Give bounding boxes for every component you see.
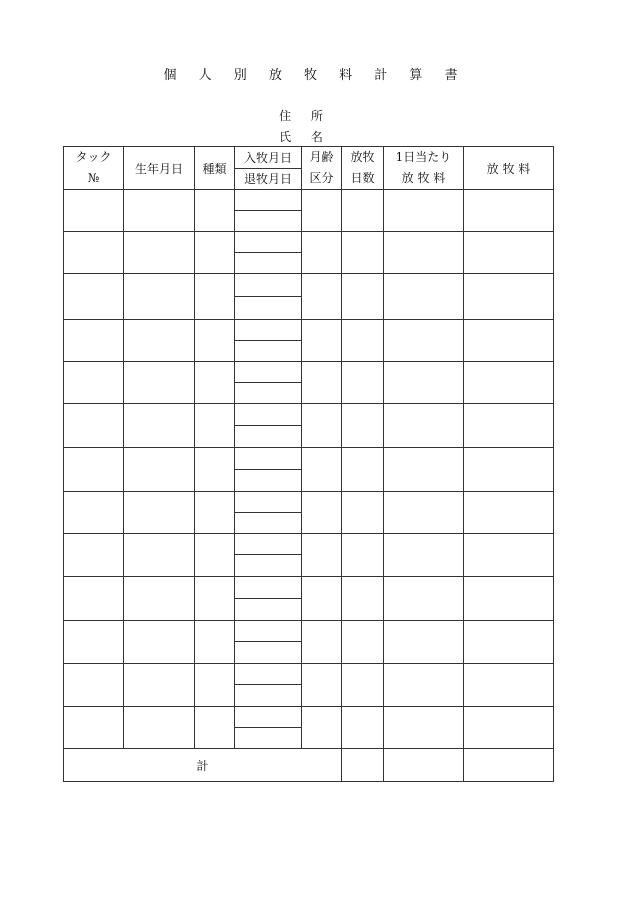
cell-entry-date[interactable] xyxy=(235,274,302,297)
cell-grazing-fee[interactable] xyxy=(464,404,554,448)
table-row xyxy=(64,404,554,426)
cell-type[interactable] xyxy=(195,362,235,404)
cell-days[interactable] xyxy=(342,232,384,274)
cell-entry-date[interactable] xyxy=(235,362,302,383)
cell-grazing-fee[interactable] xyxy=(464,190,554,232)
table-row xyxy=(64,664,554,685)
table-row xyxy=(64,534,554,555)
cell-tag-no[interactable] xyxy=(64,320,124,362)
cell-type[interactable] xyxy=(195,577,235,621)
cell-entry-date[interactable] xyxy=(235,577,302,599)
cell-birth-date[interactable] xyxy=(124,404,195,448)
cell-birth-date[interactable] xyxy=(124,448,195,492)
cell-total-grazing-fee[interactable] xyxy=(464,749,554,782)
cell-type[interactable] xyxy=(195,190,235,232)
cell-entry-date[interactable] xyxy=(235,320,302,341)
cell-grazing-fee[interactable] xyxy=(464,232,554,274)
table-row xyxy=(64,621,554,642)
cell-grazing-fee[interactable] xyxy=(464,492,554,534)
cell-total-days[interactable] xyxy=(342,749,384,782)
cell-type[interactable] xyxy=(195,320,235,362)
table-row xyxy=(64,274,554,297)
cell-tag-no[interactable] xyxy=(64,621,124,664)
cell-daily-fee[interactable] xyxy=(384,621,464,664)
header-tag-no-top: タック xyxy=(75,150,112,164)
cell-entry-date[interactable] xyxy=(235,492,302,513)
cell-entry-date[interactable] xyxy=(235,664,302,685)
cell-age[interactable] xyxy=(302,621,342,664)
header-days-bottom: 日数 xyxy=(350,171,375,185)
cell-exit-date[interactable] xyxy=(235,341,302,362)
cell-daily-fee[interactable] xyxy=(384,362,464,404)
cell-entry-date[interactable] xyxy=(235,707,302,728)
cell-tag-no[interactable] xyxy=(64,492,124,534)
header-tag-no-bottom: № xyxy=(87,171,100,185)
cell-birth-date[interactable] xyxy=(124,707,195,749)
cell-age[interactable] xyxy=(302,232,342,274)
cell-daily-fee[interactable] xyxy=(384,274,464,320)
cell-days[interactable] xyxy=(342,577,384,621)
cell-age[interactable] xyxy=(302,448,342,492)
cell-days[interactable] xyxy=(342,362,384,404)
cell-exit-date[interactable] xyxy=(235,599,302,621)
header-entry-date: 入牧月日 xyxy=(235,147,302,169)
cell-entry-date[interactable] xyxy=(235,621,302,642)
header-age-top: 月齢 xyxy=(309,150,334,164)
cell-tag-no[interactable] xyxy=(64,577,124,621)
cell-type[interactable] xyxy=(195,274,235,320)
cell-birth-date[interactable] xyxy=(124,577,195,621)
cell-entry-date[interactable] xyxy=(235,404,302,426)
cell-age[interactable] xyxy=(302,404,342,448)
cell-daily-fee[interactable] xyxy=(384,707,464,749)
cell-days[interactable] xyxy=(342,492,384,534)
cell-tag-no[interactable] xyxy=(64,707,124,749)
cell-daily-fee[interactable] xyxy=(384,664,464,707)
table-body xyxy=(64,190,554,782)
total-row xyxy=(64,749,554,782)
cell-daily-fee[interactable] xyxy=(384,448,464,492)
cell-days[interactable] xyxy=(342,190,384,232)
cell-daily-fee[interactable] xyxy=(384,404,464,448)
table-row xyxy=(64,707,554,728)
cell-age[interactable] xyxy=(302,534,342,577)
table-row xyxy=(64,190,554,211)
header-daily-fee-bottom: 放 牧 料 xyxy=(401,171,446,185)
cell-type[interactable] xyxy=(195,448,235,492)
cell-days[interactable] xyxy=(342,621,384,664)
table-row xyxy=(64,320,554,341)
cell-age[interactable] xyxy=(302,492,342,534)
cell-grazing-fee[interactable] xyxy=(464,621,554,664)
cell-birth-date[interactable] xyxy=(124,232,195,274)
header-grazing-fee: 放 牧 料 xyxy=(464,147,554,190)
header-birth-date: 生年月日 xyxy=(124,147,195,190)
cell-daily-fee[interactable] xyxy=(384,492,464,534)
cell-daily-fee[interactable] xyxy=(384,534,464,577)
cell-tag-no[interactable] xyxy=(64,190,124,232)
cell-age[interactable] xyxy=(302,362,342,404)
cell-birth-date[interactable] xyxy=(124,664,195,707)
cell-birth-date[interactable] xyxy=(124,362,195,404)
cell-birth-date[interactable] xyxy=(124,320,195,362)
cell-birth-date[interactable] xyxy=(124,492,195,534)
cell-entry-date[interactable] xyxy=(235,232,302,253)
cell-grazing-fee[interactable] xyxy=(464,664,554,707)
header-days-top: 放牧 xyxy=(350,150,375,164)
header-days xyxy=(342,147,384,190)
table-row xyxy=(64,448,554,470)
cell-birth-date[interactable] xyxy=(124,621,195,664)
header-daily-fee xyxy=(384,147,464,190)
cell-type[interactable] xyxy=(195,534,235,577)
cell-entry-date[interactable] xyxy=(235,190,302,211)
header-tag-no xyxy=(64,147,124,190)
cell-exit-date[interactable] xyxy=(235,426,302,448)
cell-grazing-fee[interactable] xyxy=(464,448,554,492)
cell-exit-date[interactable] xyxy=(235,513,302,534)
cell-birth-date[interactable] xyxy=(124,190,195,232)
cell-type[interactable] xyxy=(195,492,235,534)
cell-daily-fee[interactable] xyxy=(384,190,464,232)
header-daily-fee-top: 1日当たり xyxy=(395,150,452,164)
header-age xyxy=(302,147,342,190)
cell-daily-fee[interactable] xyxy=(384,320,464,362)
cell-type[interactable] xyxy=(195,621,235,664)
cell-grazing-fee[interactable] xyxy=(464,320,554,362)
cell-days[interactable] xyxy=(342,320,384,362)
cell-birth-date[interactable] xyxy=(124,274,195,320)
table-row xyxy=(64,232,554,253)
cell-days[interactable] xyxy=(342,707,384,749)
grazing-fee-table xyxy=(63,146,554,782)
cell-type[interactable] xyxy=(195,664,235,707)
cell-days[interactable] xyxy=(342,534,384,577)
cell-days[interactable] xyxy=(342,664,384,707)
header-exit-date: 退牧月日 xyxy=(235,168,302,190)
cell-exit-date[interactable] xyxy=(235,470,302,492)
name-label: 氏 名 xyxy=(279,130,331,144)
total-label: 計 xyxy=(64,749,342,782)
cell-type[interactable] xyxy=(195,707,235,749)
cell-grazing-fee[interactable] xyxy=(464,577,554,621)
address-label: 住 所 xyxy=(279,109,331,123)
cell-entry-date[interactable] xyxy=(235,448,302,470)
cell-exit-date[interactable] xyxy=(235,642,302,664)
cell-entry-date[interactable] xyxy=(235,534,302,555)
cell-days[interactable] xyxy=(342,404,384,448)
cell-age[interactable] xyxy=(302,274,342,320)
cell-exit-date[interactable] xyxy=(235,685,302,707)
cell-days[interactable] xyxy=(342,274,384,320)
cell-exit-date[interactable] xyxy=(235,555,302,577)
table-row xyxy=(64,362,554,383)
cell-tag-no[interactable] xyxy=(64,362,124,404)
cell-daily-fee[interactable] xyxy=(384,232,464,274)
cell-grazing-fee[interactable] xyxy=(464,707,554,749)
cell-tag-no[interactable] xyxy=(64,232,124,274)
cell-type[interactable] xyxy=(195,232,235,274)
cell-tag-no[interactable] xyxy=(64,534,124,577)
cell-tag-no[interactable] xyxy=(64,274,124,320)
header-type: 種類 xyxy=(195,147,235,190)
header-age-bottom: 区分 xyxy=(309,171,334,185)
cell-exit-date[interactable] xyxy=(235,253,302,274)
cell-exit-date[interactable] xyxy=(235,383,302,404)
cell-age[interactable] xyxy=(302,707,342,749)
cell-exit-date[interactable] xyxy=(235,297,302,320)
cell-daily-fee[interactable] xyxy=(384,577,464,621)
cell-days[interactable] xyxy=(342,448,384,492)
cell-tag-no[interactable] xyxy=(64,448,124,492)
cell-grazing-fee[interactable] xyxy=(464,274,554,320)
cell-age[interactable] xyxy=(302,664,342,707)
cell-grazing-fee[interactable] xyxy=(464,362,554,404)
table-row xyxy=(64,492,554,513)
cell-exit-date[interactable] xyxy=(235,211,302,232)
cell-age[interactable] xyxy=(302,577,342,621)
cell-grazing-fee[interactable] xyxy=(464,534,554,577)
cell-age[interactable] xyxy=(302,320,342,362)
cell-tag-no[interactable] xyxy=(64,664,124,707)
cell-tag-no[interactable] xyxy=(64,404,124,448)
document-title: 個 人 別 放 牧 料 計 算 書 xyxy=(163,68,467,83)
cell-total-daily-fee[interactable] xyxy=(384,749,464,782)
cell-type[interactable] xyxy=(195,404,235,448)
cell-birth-date[interactable] xyxy=(124,534,195,577)
cell-age[interactable] xyxy=(302,190,342,232)
table-row xyxy=(64,577,554,599)
cell-exit-date[interactable] xyxy=(235,728,302,749)
